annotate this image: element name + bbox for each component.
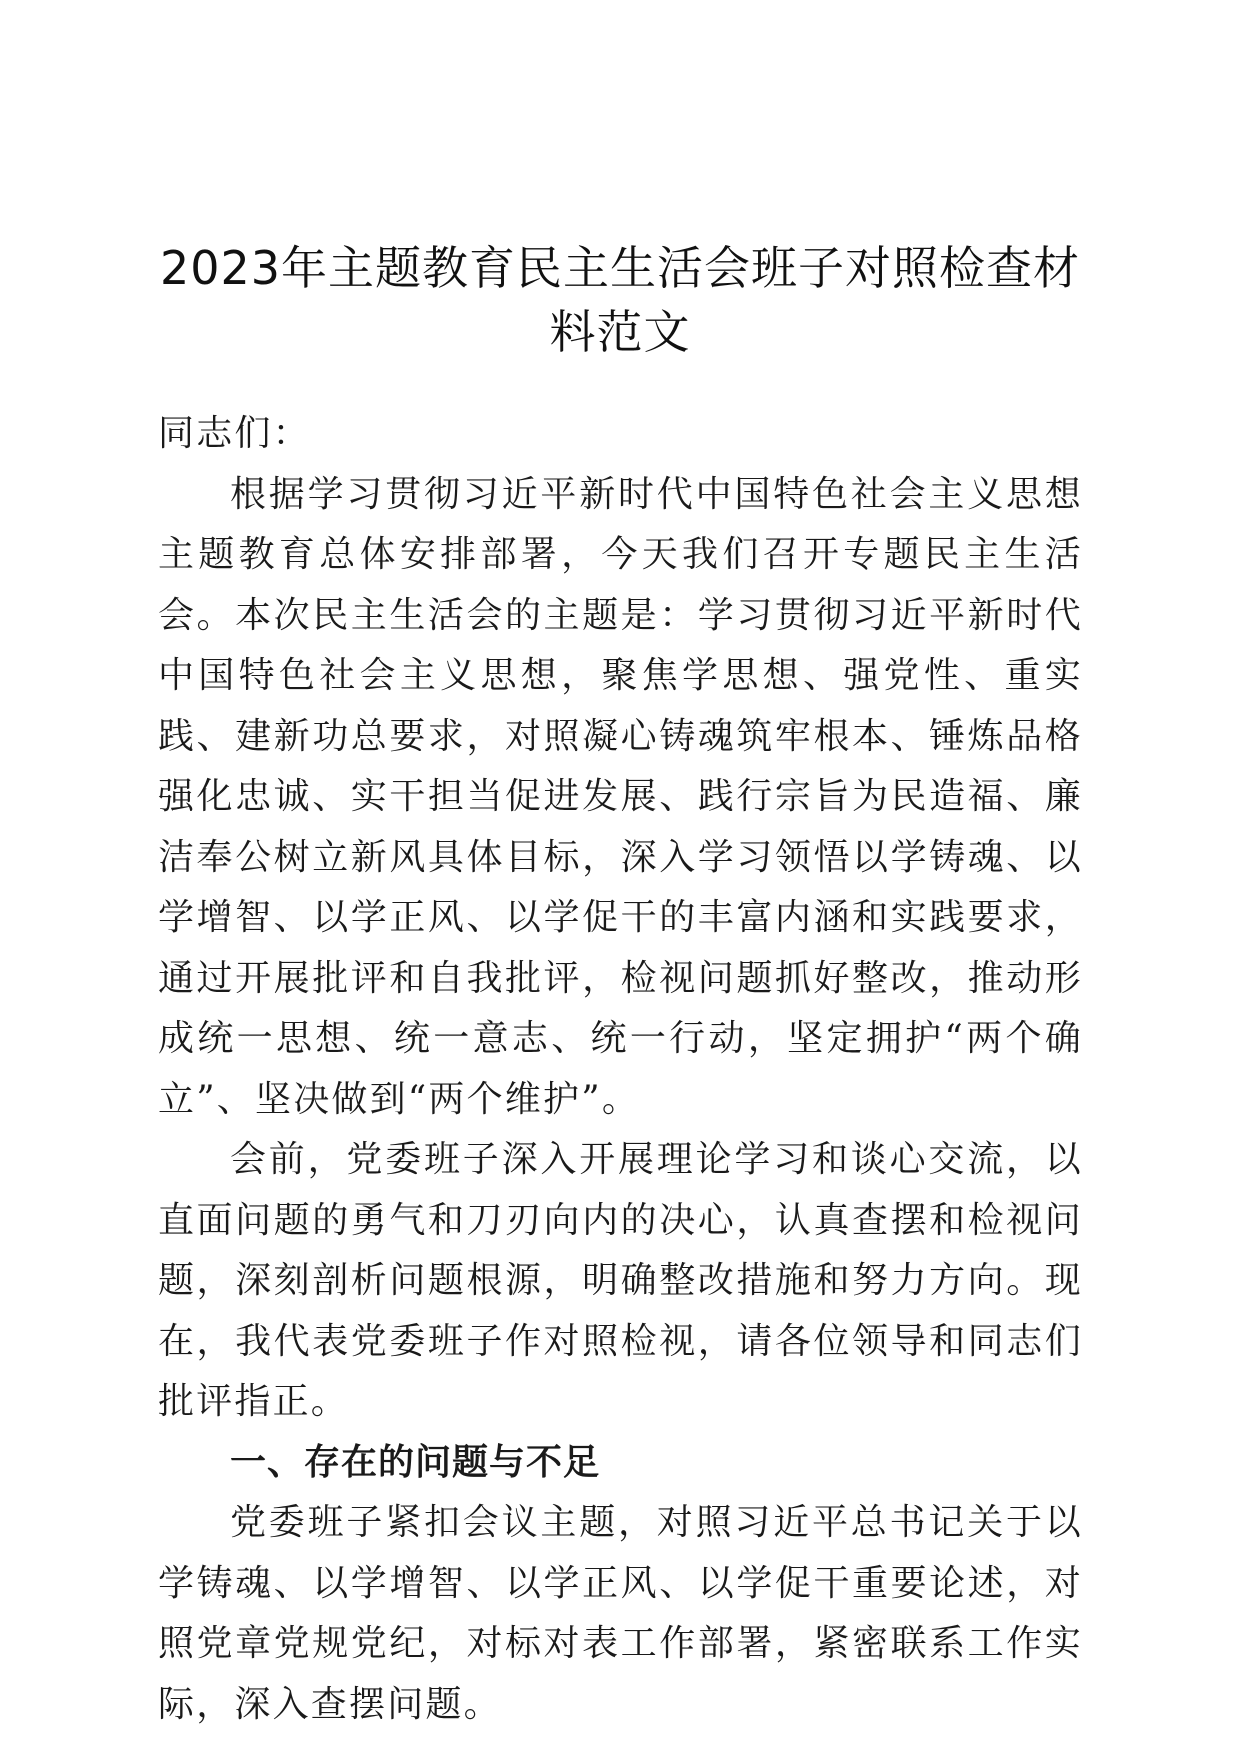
- document-body: [158, 404, 1083, 1735]
- section-paragraph: 党委班子紧扣会议主题，对照习近平总书记关于以学铸魂、以学增智、以学正风、以学促干重要论述，对照党章党规党纪，对标对表工作部署，紧密联系工作实际，深入查摆问题。: [158, 1502, 1083, 1725]
- document-title: 2023年主题教育民主生活会班子对照检查材料范文: [159, 241, 1081, 359]
- paragraph-preparation: 会前，党委班子深入开展理论学习和谈心交流，以直面问题的勇气和刀刃向内的决心，认真查摆和检视问题，深刻剖析问题根源，明确整改措施和努力方向。现在，我代表党委班子作对照检视，请各位领导和同志们批评指正。: [158, 1139, 1083, 1422]
- section-heading: 一、存在的问题与不足: [230, 1441, 601, 1483]
- salutation: 同志们：: [158, 413, 311, 454]
- paragraph-background: 根据学习贯彻习近平新时代中国特色社会主义思想主题教育总体安排部署，今天我们召开专题民主生活会。本次民主生活会的主题是：学习贯彻习近平新时代中国特色社会主义思想，聚焦学思想、强党性、重实践、建新功总要求，对照凝心铸魂筑牢根本、锤炼品格强化忠诚、实干担当促进发展、践行宗旨为民造福、廉洁奉公树立新风具体目标，深入学习领悟以学铸魂、以学增智、以学正风、以学促干的丰富内涵和实践要求，通过开展批评和自我批评，检视问题抓好整改，推动形成统一思想、统一意志、统一行动，坚定拥护“两个确立”、坚决做到“两个维护”。: [158, 473, 1083, 1120]
